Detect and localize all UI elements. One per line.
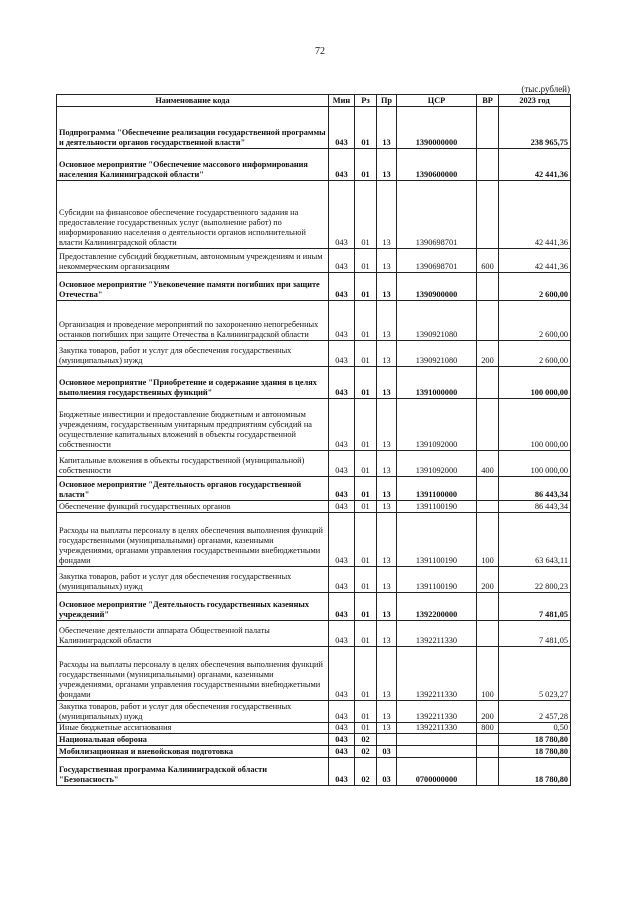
cell-name: Подпрограмма "Обеспечение реализации государственной программы и деятельности органов государственной власти" [57,107,329,149]
table-row [57,399,571,451]
cell-rz: 01 [355,181,377,249]
table-row [57,107,571,149]
cell-pr: 13 [377,107,397,149]
cell-pr: 13 [377,451,397,477]
cell-min: 043 [329,734,355,746]
table-row [57,149,571,181]
cell-min: 043 [329,149,355,181]
cell-name: Основное мероприятие "Деятельность государственных казенных учреждений" [57,593,329,621]
table-row [57,513,571,567]
cell-amount: 86 443,34 [499,477,571,501]
cell-pr: 13 [377,647,397,701]
cell-vr [477,477,499,501]
cell-amount: 7 481,05 [499,621,571,647]
cell-rz: 01 [355,567,377,593]
cell-min: 043 [329,181,355,249]
cell-vr: 200 [477,701,499,723]
cell-pr: 13 [377,701,397,723]
cell-min: 043 [329,107,355,149]
cell-pr: 13 [377,621,397,647]
cell-vr [477,181,499,249]
cell-rz: 01 [355,723,377,734]
cell-pr: 13 [377,567,397,593]
cell-vr: 800 [477,723,499,734]
cell-name: Основное мероприятие "Обеспечение массового информирования населения Калининградской области" [57,149,329,181]
table-row [57,249,571,273]
cell-vr [477,734,499,746]
cell-rz: 02 [355,734,377,746]
page-number: 72 [315,46,325,57]
cell-csr: 1391100190 [397,513,477,567]
cell-amount: 7 481,05 [499,593,571,621]
cell-amount: 238 965,75 [499,107,571,149]
cell-rz: 01 [355,701,377,723]
cell-pr: 13 [377,181,397,249]
cell-amount: 0,50 [499,723,571,734]
cell-name: Капитальные вложения в объекты государственной (муниципальной) собственности [57,451,329,477]
units-label: (тыс.рублей) [521,84,570,94]
table-header [57,95,571,107]
cell-amount: 2 600,00 [499,273,571,301]
cell-rz: 01 [355,501,377,513]
cell-min: 043 [329,451,355,477]
cell-csr: 1392200000 [397,593,477,621]
cell-name: Государственная программа Калининградской области "Безопасность" [57,758,329,786]
cell-min: 043 [329,746,355,758]
cell-min: 043 [329,367,355,399]
column-header-rz: Рз [355,95,377,107]
cell-vr [477,149,499,181]
cell-vr [477,399,499,451]
cell-name: Бюджетные инвестиции и предоставление бюджетным и автономным учреждениям, государственным унитарным предприятиям субсидий на осуществление капитальных вложений в объекты государственной собственности [57,399,329,451]
cell-name: Закупка товаров, работ и услуг для обеспечения государственных (муниципальных) нужд [57,341,329,367]
cell-name: Расходы на выплаты персоналу в целях обеспечения выполнения функций государственными (муниципальными) органами, казенными учреждениями, органами управления государственными внебюджетными фондами [57,513,329,567]
cell-name: Обеспечение деятельности аппарата Общественной палаты Калининградской области [57,621,329,647]
cell-csr: 1390600000 [397,149,477,181]
table-body [57,107,571,786]
column-header-min: Мин [329,95,355,107]
cell-min: 043 [329,513,355,567]
cell-vr [477,107,499,149]
table-row [57,621,571,647]
cell-name: Обеспечение функций государственных органов [57,501,329,513]
column-header-amount: 2023 год [499,95,571,107]
table-row [57,567,571,593]
cell-name: Закупка товаров, работ и услуг для обеспечения государственных (муниципальных) нужд [57,701,329,723]
cell-rz: 01 [355,341,377,367]
cell-min: 043 [329,477,355,501]
cell-amount: 22 800,23 [499,567,571,593]
cell-pr: 03 [377,758,397,786]
cell-rz: 01 [355,621,377,647]
column-header-csr: ЦСР [397,95,477,107]
column-header-pr: Пр [377,95,397,107]
cell-vr [477,621,499,647]
cell-min: 043 [329,399,355,451]
cell-pr: 13 [377,249,397,273]
cell-min: 043 [329,273,355,301]
cell-amount: 42 441,36 [499,249,571,273]
cell-vr [477,746,499,758]
cell-name: Национальная оборона [57,734,329,746]
cell-rz: 02 [355,746,377,758]
cell-amount: 18 780,80 [499,758,571,786]
cell-amount: 86 443,34 [499,501,571,513]
budget-table [56,94,571,786]
cell-amount: 42 441,36 [499,181,571,249]
cell-pr: 13 [377,501,397,513]
cell-pr: 13 [377,513,397,567]
cell-pr: 13 [377,399,397,451]
cell-name: Основное мероприятие "Увековечение памяти погибших при защите Отечества" [57,273,329,301]
cell-amount: 2 600,00 [499,301,571,341]
cell-pr: 13 [377,341,397,367]
cell-vr: 200 [477,341,499,367]
cell-csr: 1390900000 [397,273,477,301]
cell-min: 043 [329,301,355,341]
cell-csr: 1390698701 [397,249,477,273]
cell-rz: 01 [355,107,377,149]
cell-rz: 02 [355,758,377,786]
cell-name: Мобилизационная и вневойсковая подготовка [57,746,329,758]
table-row [57,367,571,399]
cell-csr: 1392211330 [397,647,477,701]
cell-min: 043 [329,341,355,367]
cell-pr: 13 [377,593,397,621]
cell-csr [397,734,477,746]
table-row [57,701,571,723]
cell-pr: 13 [377,273,397,301]
cell-pr [377,734,397,746]
table-row [57,477,571,501]
cell-rz: 01 [355,249,377,273]
cell-vr: 600 [477,249,499,273]
cell-csr: 0700000000 [397,758,477,786]
cell-amount: 18 780,80 [499,746,571,758]
cell-pr: 03 [377,746,397,758]
table-row [57,593,571,621]
cell-amount: 100 000,00 [499,451,571,477]
cell-amount: 100 000,00 [499,399,571,451]
table-row [57,758,571,786]
cell-csr: 1390000000 [397,107,477,149]
cell-min: 043 [329,621,355,647]
cell-rz: 01 [355,477,377,501]
cell-amount: 42 441,36 [499,149,571,181]
table-row [57,501,571,513]
cell-csr: 1392211330 [397,701,477,723]
table-row [57,723,571,734]
cell-rz: 01 [355,647,377,701]
cell-pr: 13 [377,301,397,341]
cell-amount: 2 457,28 [499,701,571,723]
cell-name: Расходы на выплаты персоналу в целях обеспечения выполнения функций государственными (муниципальными) органами, казенными учреждениями, органами управления государственными внебюджетными фондами [57,647,329,701]
cell-csr: 1390921080 [397,341,477,367]
cell-min: 043 [329,758,355,786]
cell-vr [477,593,499,621]
cell-name: Закупка товаров, работ и услуг для обеспечения государственных (муниципальных) нужд [57,567,329,593]
cell-rz: 01 [355,399,377,451]
cell-csr: 1391100190 [397,501,477,513]
cell-name: Основное мероприятие "Деятельность органов государственной власти" [57,477,329,501]
column-header-name: Наименование кода [57,95,329,107]
cell-min: 043 [329,723,355,734]
cell-name: Организация и проведение мероприятий по захоронению непогребенных останков погибших при защите Отечества в Калининградской области [57,301,329,341]
cell-name: Основное мероприятие "Приобретение и содержание здания в целях выполнения государственных функций" [57,367,329,399]
table-row [57,647,571,701]
cell-amount: 2 600,00 [499,341,571,367]
cell-amount: 63 643,11 [499,513,571,567]
cell-rz: 01 [355,367,377,399]
cell-csr: 1390698701 [397,181,477,249]
cell-name: Субсидии на финансовое обеспечение государственного задания на предоставление государственных услуг (выполнение работ) по информированию населения о деятельности органов исполнительной власти Калининградской области [57,181,329,249]
cell-csr: 1392211330 [397,723,477,734]
cell-rz: 01 [355,513,377,567]
cell-csr [397,746,477,758]
cell-csr: 1391100000 [397,477,477,501]
cell-vr [477,273,499,301]
cell-vr: 100 [477,647,499,701]
table-row [57,451,571,477]
cell-csr: 1391100190 [397,567,477,593]
table-row [57,746,571,758]
table-row [57,273,571,301]
cell-vr: 400 [477,451,499,477]
column-header-vr: ВР [477,95,499,107]
cell-amount: 18 780,80 [499,734,571,746]
cell-csr: 1391000000 [397,367,477,399]
cell-pr: 13 [377,723,397,734]
cell-name: Иные бюджетные ассигнования [57,723,329,734]
cell-pr: 13 [377,149,397,181]
cell-vr [477,758,499,786]
cell-min: 043 [329,701,355,723]
cell-vr [477,501,499,513]
cell-min: 043 [329,501,355,513]
cell-amount: 5 023,27 [499,647,571,701]
cell-rz: 01 [355,273,377,301]
table-row [57,181,571,249]
cell-min: 043 [329,647,355,701]
table-row [57,341,571,367]
cell-rz: 01 [355,301,377,341]
cell-vr: 200 [477,567,499,593]
table-row [57,301,571,341]
cell-name: Предоставление субсидий бюджетным, автономным учреждениям и иным некоммерческим организациям [57,249,329,273]
cell-vr [477,301,499,341]
cell-vr [477,367,499,399]
cell-csr: 1391092000 [397,399,477,451]
cell-min: 043 [329,593,355,621]
cell-min: 043 [329,249,355,273]
cell-csr: 1390921080 [397,301,477,341]
cell-amount: 100 000,00 [499,367,571,399]
cell-vr: 100 [477,513,499,567]
cell-rz: 01 [355,451,377,477]
cell-csr: 1392211330 [397,621,477,647]
cell-csr: 1391092000 [397,451,477,477]
cell-min: 043 [329,567,355,593]
table-row [57,734,571,746]
cell-pr: 13 [377,477,397,501]
cell-rz: 01 [355,593,377,621]
cell-rz: 01 [355,149,377,181]
cell-pr: 13 [377,367,397,399]
